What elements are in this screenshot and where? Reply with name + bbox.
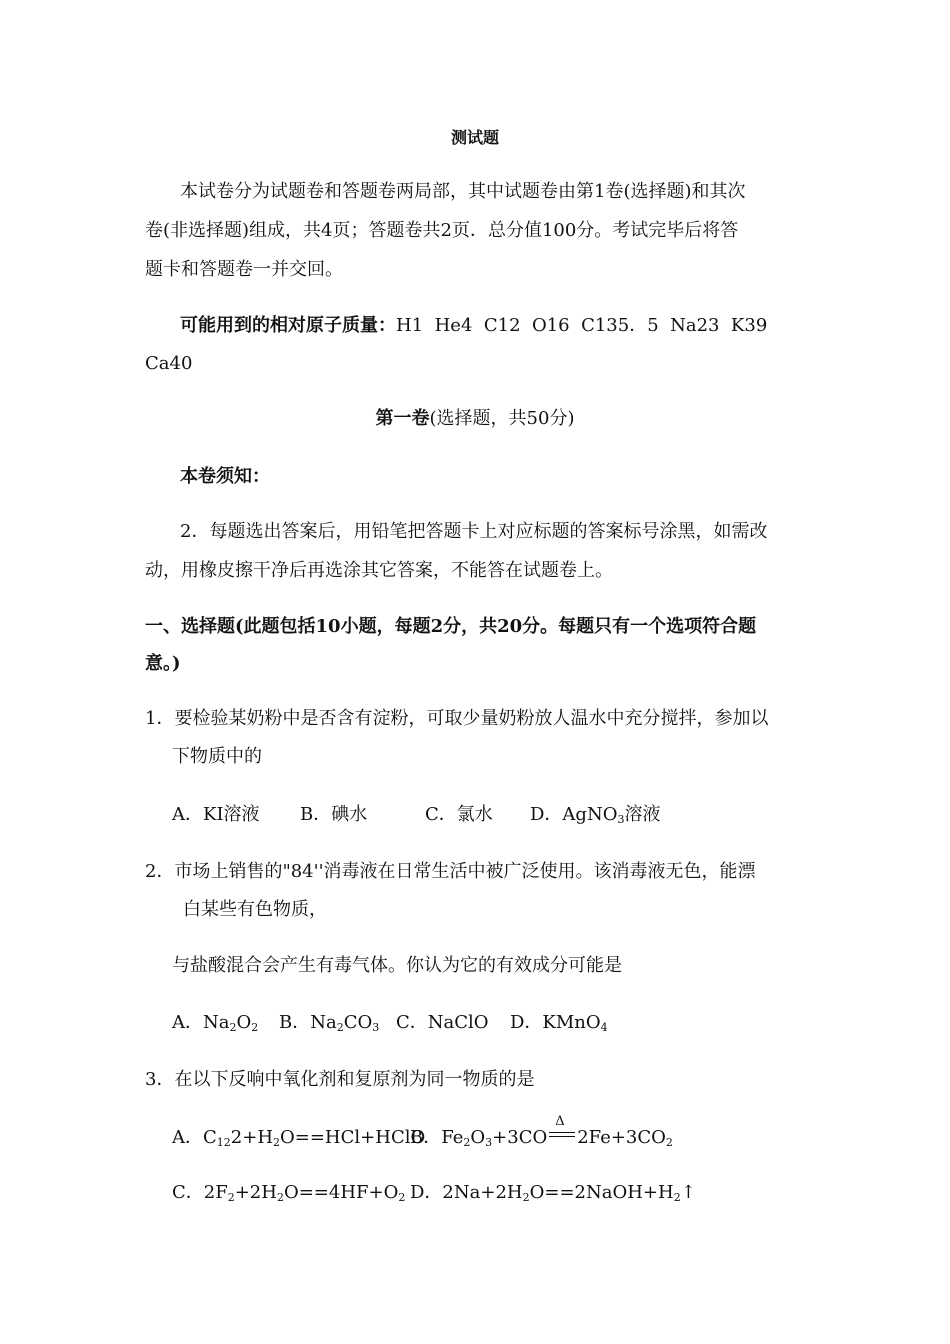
heating-condition-equals-sign <box>549 1114 575 1141</box>
intro-line-2: 卷(非选择题)组成，共4页；答题卷共2页．总分值100分。考试完毕后将答 <box>145 220 739 241</box>
section-1-title-rest: (选择题，共50分) <box>429 408 575 429</box>
question-2-option-a: A．$Na_2O_2$ <box>172 1012 259 1034</box>
question-3-stem: 3．在以下反响中氧化剂和复原剂为同一物质的是 <box>145 1069 535 1090</box>
part-1-heading-line-2: 意。) <box>145 653 181 674</box>
atomic-mass-values-cont: Ca40 <box>145 353 193 374</box>
question-1-stem-line-1: 1．要检验某奶粉中是否含有淀粉，可取少量奶粉放人温水中充分搅拌，参加以 <box>145 708 769 729</box>
notice-label: 本卷须知： <box>180 466 270 487</box>
question-2-option-b: B．$Na_2CO_3$ <box>279 1012 380 1034</box>
atomic-mass-values: H1 He4 C12 O16 C135．5 Na23 K39 <box>396 315 768 336</box>
question-1-option-d: D．AgNO$_3$溶液 <box>530 804 661 826</box>
question-1-option-c: C．氯水 <box>425 804 493 825</box>
notice-line-2: 动，用橡皮擦干净后再选涂其它答案，不能答在试题卷上。 <box>145 560 613 581</box>
notice-line-1: 2．每题选出答案后，用铅笔把答题卡上对应标题的答案标号涂黑，如需改 <box>180 521 768 542</box>
question-3-option-c: C．$2F_2+2H_2O==4HF+O_2$ <box>172 1182 406 1204</box>
question-1-option-b: B．碘水 <box>300 804 368 825</box>
question-2-stem-line-2: 白某些有色物质， <box>183 899 327 920</box>
question-2-option-d: D．KMnO$_4$ <box>510 1012 608 1034</box>
question-1-stem-line-2: 下物质中的 <box>172 746 262 767</box>
atomic-mass-label: 可能用到的相对原子质量： <box>180 315 396 336</box>
question-3-option-d: D．$2Na+2H_2O==2NaOH+H_2↑$ <box>410 1182 696 1204</box>
question-1-option-a: A．KI溶液 <box>172 804 260 825</box>
question-2-option-c: C．NaClO <box>396 1012 489 1033</box>
document-title: 测试题 <box>450 128 499 147</box>
question-3-option-a: A．$C_{12}2+H_2O==HCl+HClO$ <box>172 1127 426 1149</box>
atomic-mass-line <box>180 314 767 338</box>
section-1-title-bold: 第一卷 <box>375 408 430 429</box>
section-1-title <box>0 407 950 431</box>
heat-delta-symbol: Δ <box>555 1114 565 1129</box>
part-1-heading-line-1: 一、选择题(此题包括10小题，每题2分，共20分。每题只有一个选项符合题 <box>145 616 757 637</box>
question-3-option-b: B．$Fe_2O_3+3CO$ Δ $2Fe+3CO_2$ <box>410 1114 673 1149</box>
question-2-stem-line-1: 2．市场上销售的"84''消毒液在日常生活中被广泛使用。该消毒液无色，能漂 <box>145 861 756 882</box>
question-2-stem-line-3: 与盐酸混合会产生有毒气体。你认为它的有效成分可能是 <box>172 955 622 976</box>
intro-line-3: 题卡和答题卷一并交回。 <box>145 259 343 280</box>
intro-line-1: 本试卷分为试题卷和答题卷两局部，其中试题卷由第1卷(选择题)和其次 <box>180 181 746 202</box>
